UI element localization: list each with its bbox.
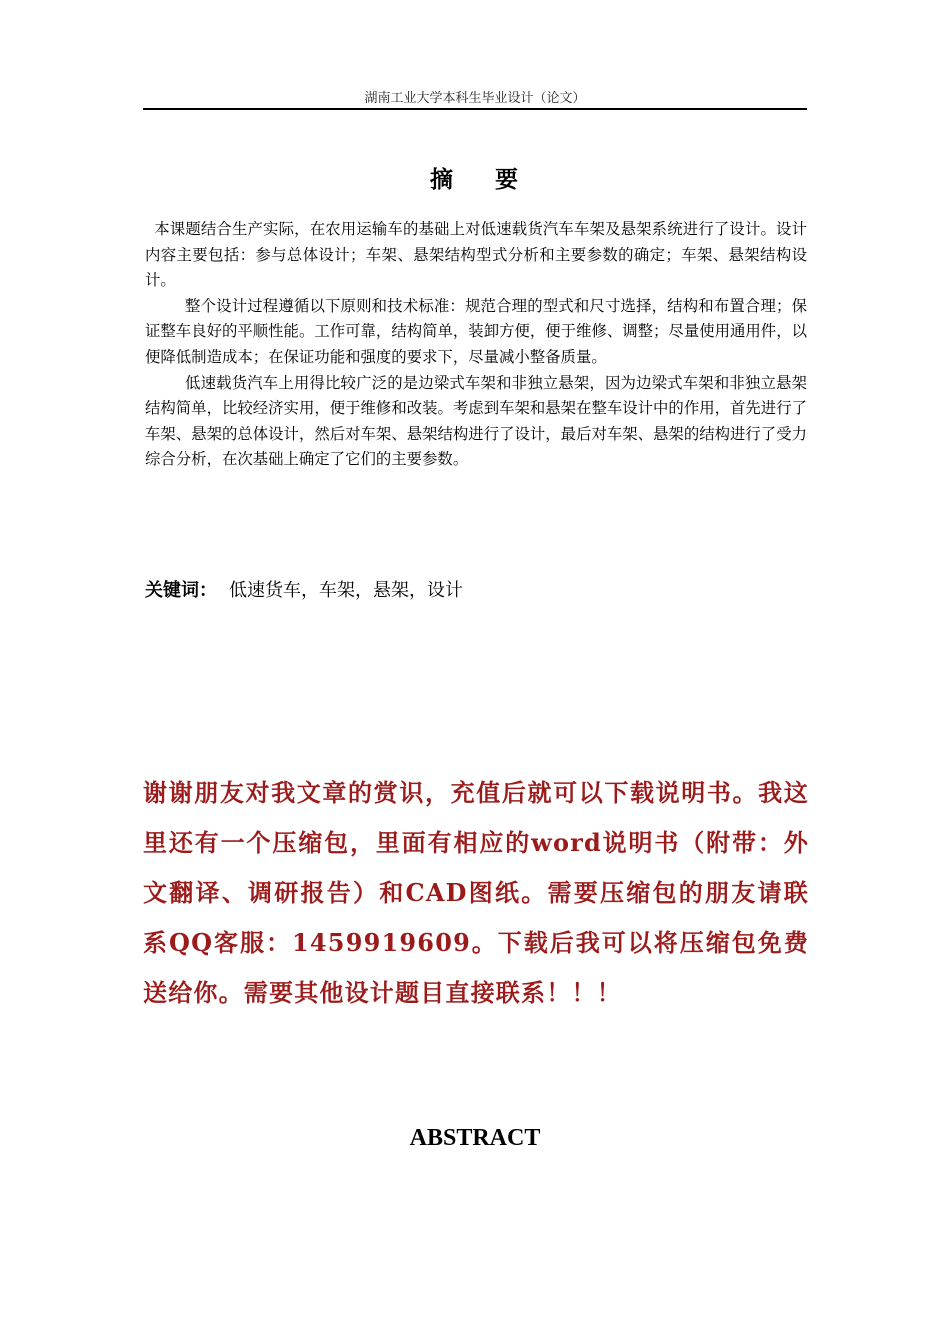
- keywords-values: 低速货车，车架，悬架，设计: [229, 580, 463, 601]
- abstract-english-title: ABSTRACT: [409, 1125, 541, 1151]
- keywords-label: 关键词：: [145, 580, 217, 601]
- header-rule: [143, 108, 807, 110]
- abstract-title: 摘 要: [429, 167, 521, 193]
- abstract-paragraph-1: 本课题结合生产实际，在农用运输车的基础上对低速载货汽车车架及悬架系统进行了设计。设计内容主要包括：参与总体设计；车架、悬架结构型式分析和主要参数的确定；车架、悬架结构设计。: [145, 220, 807, 290]
- abstract-body: [145, 217, 807, 473]
- promo-notice: 谢谢朋友对我文章的赏识，充值后就可以下载说明书。我这里还有一个压缩包，里面有相应的word说明书（附带：外文翻译、调研报告）和CAD图纸。需要压缩包的朋友请联系QQ客服：1459919609。下载后我可以将压缩包免费送给你。需要其他设计题目直接联系！！！: [143, 778, 809, 1007]
- keywords-line: [145, 577, 807, 605]
- abstract-paragraph-3: 低速载货汽车上用得比较广泛的是边梁式车架和非独立悬架，因为边梁式车架和非独立悬架结构简单，比较经济实用，便于维修和改装。考虑到车架和悬架在整车设计中的作用，首先进行了车架、悬架的总体设计，然后对车架、悬架结构进行了设计，最后对车架、悬架的结构进行了受力综合分析，在次基础上确定了它们的主要参数。: [145, 373, 807, 469]
- running-header: 湖南工业大学本科生毕业设计（论文）: [364, 91, 586, 106]
- abstract-paragraph-2: 整个设计过程遵循以下原则和技术标准：规范合理的型式和尺寸选择，结构和布置合理；保证整车良好的平顺性能。工作可靠，结构简单，装卸方便，便于维修、调整；尽量使用通用件，以便降低制造成本；在保证功能和强度的要求下，尽量减小整备质量。: [145, 296, 807, 366]
